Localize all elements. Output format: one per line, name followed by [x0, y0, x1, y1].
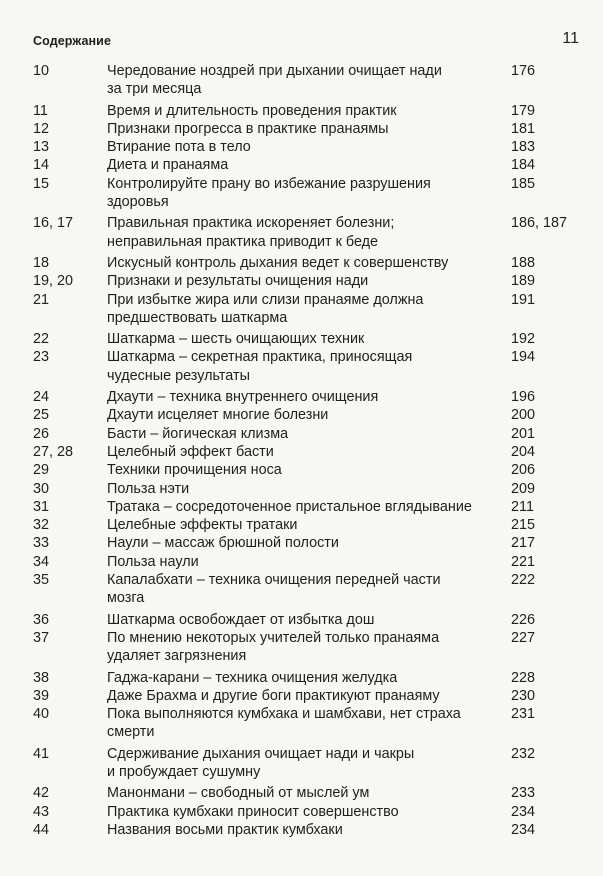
verse-number: 25 [33, 407, 50, 424]
entry-page-number: 189 [511, 273, 536, 290]
verse-number: 36 [33, 611, 50, 628]
entry-title [107, 348, 477, 385]
entry-title [107, 443, 477, 461]
verse-number: 43 [33, 803, 50, 820]
entry-page-number: 232 [511, 745, 536, 762]
entry-title [107, 388, 477, 406]
entry-page-number: 192 [511, 331, 536, 348]
entry-title [107, 120, 477, 138]
toc-entry [33, 611, 558, 629]
verse-number: 31 [33, 498, 50, 515]
toc-entry [33, 516, 558, 534]
entry-page-number: 206 [511, 462, 536, 479]
entry-title-line: Практика кумбхаки приносит совершенство [107, 803, 399, 820]
entry-page-number: 222 [511, 572, 536, 589]
verse-number: 37 [33, 629, 50, 646]
toc-entry [33, 443, 558, 461]
entry-title-line: Сдерживание дыхания очищает нади и чакры [107, 745, 415, 762]
entry-page-number: 211 [511, 498, 534, 515]
entry-title-line: за три месяца [107, 81, 202, 98]
toc-entry [33, 687, 558, 705]
entry-title-line: Целебный эффект басти [107, 443, 274, 460]
entry-page-number: 181 [511, 120, 536, 137]
entry-title-line: Признаки и результаты очищения нади [107, 273, 369, 290]
entry-title-line: Дхаути – техника внутреннего очищения [107, 389, 379, 406]
entry-page-number: 227 [511, 629, 536, 646]
entry-title [107, 611, 477, 629]
toc-entry [33, 138, 558, 156]
page-header [33, 30, 583, 52]
verse-number: 27, 28 [33, 443, 74, 460]
entry-title [107, 821, 477, 839]
entry-page-number: 179 [511, 102, 536, 119]
verse-number: 13 [33, 139, 50, 156]
toc-entry [33, 553, 558, 571]
verse-number: 30 [33, 480, 50, 497]
entry-title-line: Названия восьми практик кумбхаки [107, 821, 343, 838]
entry-page-number: 196 [511, 389, 536, 406]
toc-entry [33, 821, 558, 839]
entry-title [107, 705, 477, 742]
entry-page-number: 186, 187 [511, 215, 568, 232]
toc-entry [33, 498, 558, 516]
entry-title-line: Техники прочищения носа [107, 462, 282, 479]
verse-number: 40 [33, 706, 50, 723]
entry-title-line: неправильная практика приводит к беде [107, 233, 379, 250]
verse-number: 29 [33, 462, 50, 479]
verse-number: 38 [33, 669, 50, 686]
entry-title-line: Польза нэти [107, 480, 190, 497]
entry-title-line: Тратака – сосредоточенное пристальное вглядывание [107, 498, 472, 515]
entry-title-line: Целебные эффекты тратаки [107, 517, 298, 534]
entry-title-line: Манонмани – свободный от мыслей ум [107, 785, 370, 802]
entry-title [107, 629, 477, 666]
entry-title [107, 214, 477, 251]
entry-page-number: 234 [511, 803, 536, 820]
toc-entry [33, 62, 558, 99]
table-of-contents [33, 62, 568, 839]
page-number: 11 [562, 30, 579, 47]
entry-title-line: и пробуждает сушумну [107, 763, 261, 780]
entry-title [107, 272, 477, 290]
entry-title-line: Втирание пота в тело [107, 139, 251, 156]
entry-title-line: смерти [107, 724, 155, 741]
entry-title [107, 687, 477, 705]
entry-title [107, 102, 477, 120]
entry-title [107, 254, 477, 272]
toc-entry [33, 629, 558, 666]
verse-number: 14 [33, 157, 50, 174]
entry-page-number: 233 [511, 785, 536, 802]
toc-entry [33, 784, 558, 802]
verse-number: 35 [33, 572, 50, 589]
entry-title-line: Басти – йогическая клизма [107, 425, 289, 442]
entry-title-line: Контролируйте прану во избежание разрушения [107, 175, 431, 192]
entry-title-line: Шаткарма – шесть очищающих техник [107, 331, 365, 348]
entry-title-line: Время и длительность проведения практик [107, 102, 397, 119]
verse-number: 18 [33, 254, 50, 271]
entry-page-number: 217 [511, 535, 536, 552]
verse-number: 34 [33, 553, 50, 570]
entry-title [107, 406, 477, 424]
entry-title-line: Гаджа-карани – техника очищения желудка [107, 669, 398, 686]
verse-number: 10 [33, 63, 50, 79]
toc-entry [33, 803, 558, 821]
entry-title-line: Капалабхати – техника очищения передней части [107, 572, 441, 589]
entry-title-line: Наули – массаж брюшной полости [107, 535, 339, 552]
entry-page-number: 184 [511, 157, 536, 174]
verse-number: 12 [33, 120, 50, 137]
entry-title [107, 553, 477, 571]
entry-title [107, 175, 477, 212]
entry-title [107, 803, 477, 821]
entry-title-line: Искусный контроль дыхания ведет к совершенству [107, 254, 449, 271]
toc-entry [33, 272, 558, 290]
entry-title-line: Даже Брахма и другие боги практикуют пранаяму [107, 687, 440, 704]
verse-number: 26 [33, 425, 50, 442]
verse-number: 32 [33, 517, 50, 534]
toc-entry [33, 480, 558, 498]
section-title: Содержание [33, 34, 112, 48]
entry-title-line: Шаткарма – секретная практика, приносящая [107, 349, 413, 366]
toc-entry [33, 425, 558, 443]
entry-page-number: 194 [511, 349, 536, 366]
entry-title [107, 745, 477, 782]
entry-page-number: 183 [511, 139, 536, 156]
verse-number: 11 [33, 102, 48, 119]
verse-number: 19, 20 [33, 273, 74, 290]
entry-title [107, 571, 477, 608]
toc-entry [33, 254, 558, 272]
entry-page-number: 201 [511, 425, 536, 442]
entry-title [107, 480, 477, 498]
toc-entry [33, 214, 568, 251]
entry-title-line: здоровья [107, 194, 169, 211]
toc-entry [33, 406, 558, 424]
entry-title-line: Шаткарма освобождает от избытка дош [107, 611, 375, 628]
verse-number: 24 [33, 389, 50, 406]
toc-entry [33, 348, 558, 385]
toc-entry [33, 120, 558, 138]
entry-page-number: 215 [511, 517, 536, 534]
toc-entry [33, 102, 558, 120]
verse-number: 33 [33, 535, 50, 552]
toc-entry [33, 156, 558, 174]
toc-entry [33, 461, 558, 479]
toc-entry [33, 745, 558, 782]
entry-page-number: 230 [511, 687, 536, 704]
entry-title [107, 669, 477, 687]
verse-number: 22 [33, 331, 50, 348]
entry-title [107, 461, 477, 479]
verse-number: 41 [33, 745, 50, 762]
entry-title-line: Дхаути исцеляет многие болезни [107, 407, 329, 424]
entry-page-number: 231 [511, 706, 536, 723]
entry-page-number: 176 [511, 63, 536, 79]
entry-title [107, 330, 477, 348]
verse-number: 15 [33, 175, 50, 192]
toc-entry [33, 534, 558, 552]
toc-entry [33, 175, 558, 212]
verse-number: 42 [33, 785, 50, 802]
verse-number: 21 [33, 291, 50, 308]
entry-title-line: чудесные результаты [107, 367, 250, 384]
verse-number: 44 [33, 821, 50, 838]
entry-title-line: мозга [107, 590, 145, 607]
entry-title-line: удаляет загрязнения [107, 648, 247, 665]
entry-page-number: 200 [511, 407, 536, 424]
entry-title [107, 156, 477, 174]
entry-title-line: Признаки прогресса в практике пранаямы [107, 120, 389, 137]
entry-page-number: 188 [511, 254, 536, 271]
entry-title-line: Диета и пранаяма [107, 157, 229, 174]
entry-title [107, 498, 477, 516]
entry-title-line: Пока выполняются кумбхака и шамбхави, нет страха [107, 706, 461, 723]
toc-entry [33, 388, 558, 406]
entry-page-number: 185 [511, 175, 536, 192]
verse-number: 39 [33, 687, 50, 704]
entry-title [107, 425, 477, 443]
entry-title-line: предшествовать шаткарма [107, 309, 288, 326]
entry-page-number: 228 [511, 669, 536, 686]
entry-page-number: 226 [511, 611, 536, 628]
entry-page-number: 209 [511, 480, 536, 497]
entry-title [107, 291, 477, 328]
entry-title [107, 516, 477, 534]
toc-entry [33, 330, 558, 348]
entry-title-line: При избытке жира или слизи пранаяме должна [107, 291, 424, 308]
entry-title-line: Чередование ноздрей при дыхании очищает нади [107, 63, 442, 79]
verse-number: 23 [33, 349, 50, 366]
toc-entry [33, 291, 558, 328]
entry-page-number: 204 [511, 443, 536, 460]
entry-title [107, 534, 477, 552]
entry-title [107, 62, 477, 99]
toc-entry [33, 571, 558, 608]
entry-page-number: 191 [511, 291, 536, 308]
entry-title-line: Правильная практика искореняет болезни; [107, 215, 395, 232]
toc-entry [33, 705, 558, 742]
entry-title-line: По мнению некоторых учителей только пранаяма [107, 629, 440, 646]
entry-title [107, 784, 477, 802]
entry-page-number: 234 [511, 821, 536, 838]
entry-page-number: 221 [511, 553, 536, 570]
toc-entry [33, 669, 558, 687]
verse-number: 16, 17 [33, 215, 74, 232]
entry-title-line: Польза наули [107, 553, 199, 570]
entry-title [107, 138, 477, 156]
